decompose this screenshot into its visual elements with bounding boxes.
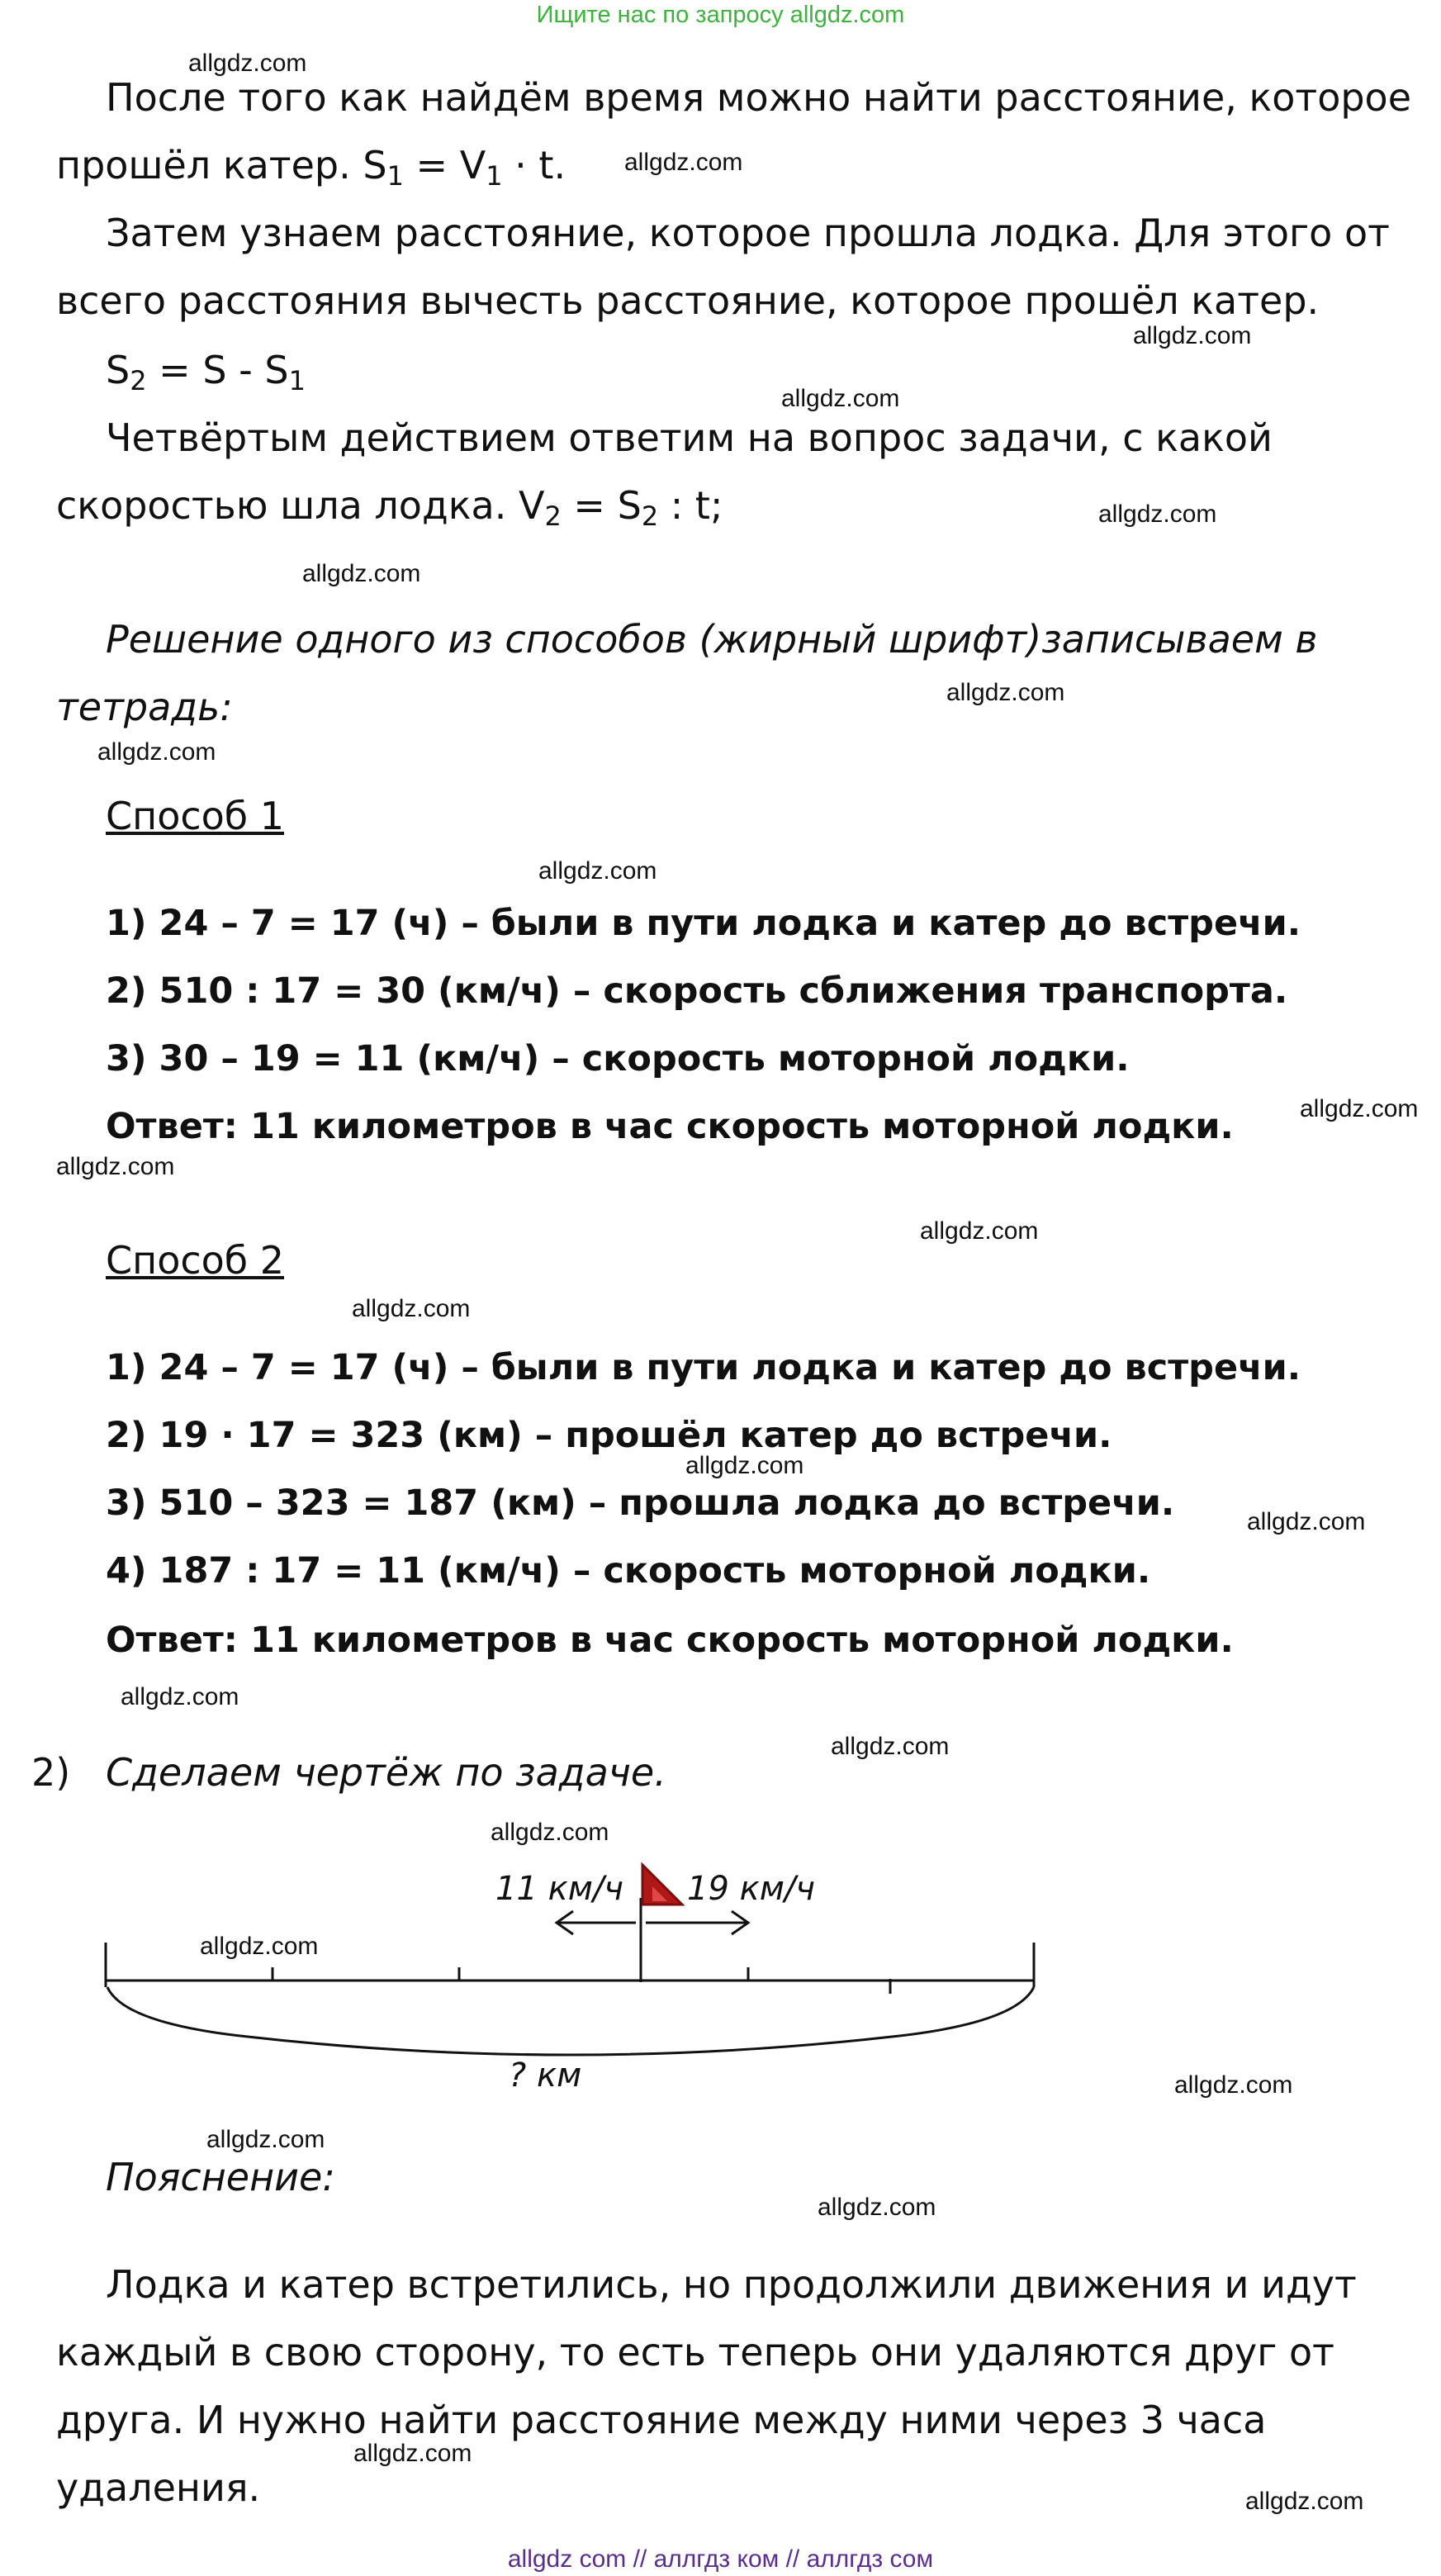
watermark: allgdz.com [1133, 322, 1252, 349]
watermark: allgdz.com [538, 857, 657, 885]
method2-step-4: 4) 187 : 17 = 11 (км/ч) – скорость моторной лодки. [106, 1550, 1151, 1592]
watermark: allgdz.com [831, 1733, 950, 1760]
intro-line-7: скоростью шла лодка. $V_2 = S_2$ : t; [56, 483, 723, 532]
watermark: allgdz.com [1098, 500, 1217, 528]
watermark: allgdz.com [491, 1819, 609, 1846]
distance-label: ? км [509, 2057, 582, 2094]
method2-step-3: 3) 510 – 323 = 187 (км) – прошла лодка до встречи. [106, 1483, 1175, 1524]
formula-s2: $S_2 = S - S_1$ [106, 348, 306, 396]
method1-answer: Ответ: 11 километров в час скорость моторной лодки. [106, 1106, 1234, 1147]
method1-step-2: 2) 510 : 17 = 30 (км/ч) – скорость сближения транспорта. [106, 970, 1288, 1012]
intro-line-6: Четвёртым действием ответим на вопрос задачи, с какой [106, 415, 1273, 460]
method2-step-1: 1) 24 – 7 = 17 (ч) – были в пути лодка и катер до встречи. [106, 1347, 1301, 1388]
diagram-svg [0, 1825, 1441, 2106]
method2-answer: Ответ: 11 километров в час скорость моторной лодки. [106, 1620, 1234, 1661]
method1-step-3: 3) 30 – 19 = 11 (км/ч) – скорость моторной лодки. [106, 1038, 1130, 1079]
explanation-line-4: удаления. [56, 2465, 261, 2510]
intro-line-3: Затем узнаем расстояние, которое прошла лодка. Для этого от [106, 211, 1390, 255]
distance-brace [107, 1987, 1034, 2055]
right-speed-label: 19 км/ч [687, 1870, 816, 1908]
watermark: allgdz.com [121, 1683, 239, 1710]
left-speed-label: 11 км/ч [495, 1870, 624, 1908]
part2-title: Сделаем чертёж по задаче. [106, 1750, 666, 1795]
watermark: allgdz.com [685, 1452, 804, 1479]
method2-title: Способ 2 [106, 1238, 285, 1283]
watermark: allgdz.com [353, 2440, 472, 2467]
watermark: allgdz.com [1247, 1508, 1366, 1535]
watermark: allgdz.com [1174, 2071, 1293, 2099]
method1-step-1: 1) 24 – 7 = 17 (ч) – были в пути лодка и катер до встречи. [106, 903, 1301, 944]
watermark: allgdz.com [188, 50, 307, 77]
watermark: allgdz.com [352, 1295, 471, 1322]
intro-line-1: После того как найдём время можно найти расстояние, которое [106, 75, 1412, 120]
explanation-line-1: Лодка и катер встретились, но продолжили движения и идут [106, 2262, 1357, 2307]
watermark: allgdz.com [920, 1217, 1039, 1245]
site-banner[interactable]: Ищите нас по запросу allgdz.com [536, 2, 905, 28]
watermark: allgdz.com [624, 149, 743, 176]
watermark: allgdz.com [781, 385, 900, 412]
watermark: allgdz.com [206, 2126, 325, 2153]
explanation-line-3: друга. И нужно найти расстояние между ними через 3 часа [56, 2398, 1267, 2442]
watermark: allgdz.com [302, 560, 421, 587]
watermark: allgdz.com [56, 1153, 175, 1180]
watermark: allgdz.com [946, 679, 1065, 706]
motion-diagram [0, 1825, 1441, 2106]
note-line-1: Решение одного из способов (жирный шрифт)записываем в [106, 617, 1318, 662]
watermark: allgdz.com [200, 1933, 319, 1960]
watermark: allgdz.com [1245, 2488, 1364, 2515]
intro-line-4: всего расстояния вычесть расстояние, которое прошёл катер. [56, 278, 1320, 323]
part2-number: 2) [31, 1750, 71, 1795]
watermark: allgdz.com [97, 738, 216, 766]
intro-line-2: прошёл катер. $S_1 = V_1 \cdot t$. [56, 143, 566, 192]
method1-title: Способ 1 [106, 794, 285, 838]
watermark: allgdz.com [1300, 1095, 1419, 1122]
explanation-line-2: каждый в свою сторону, то есть теперь они удаляются друг от [56, 2330, 1334, 2374]
note-line-2: тетрадь: [56, 685, 233, 729]
watermark: allgdz.com [818, 2194, 936, 2221]
explanation-title: Пояснение: [106, 2155, 335, 2199]
method2-step-2: 2) 19 · 17 = 323 (км) – прошёл катер до встречи. [106, 1415, 1112, 1456]
footer-links[interactable]: allgdz com // аллгдз ком // аллгдз сом [507, 2545, 934, 2573]
